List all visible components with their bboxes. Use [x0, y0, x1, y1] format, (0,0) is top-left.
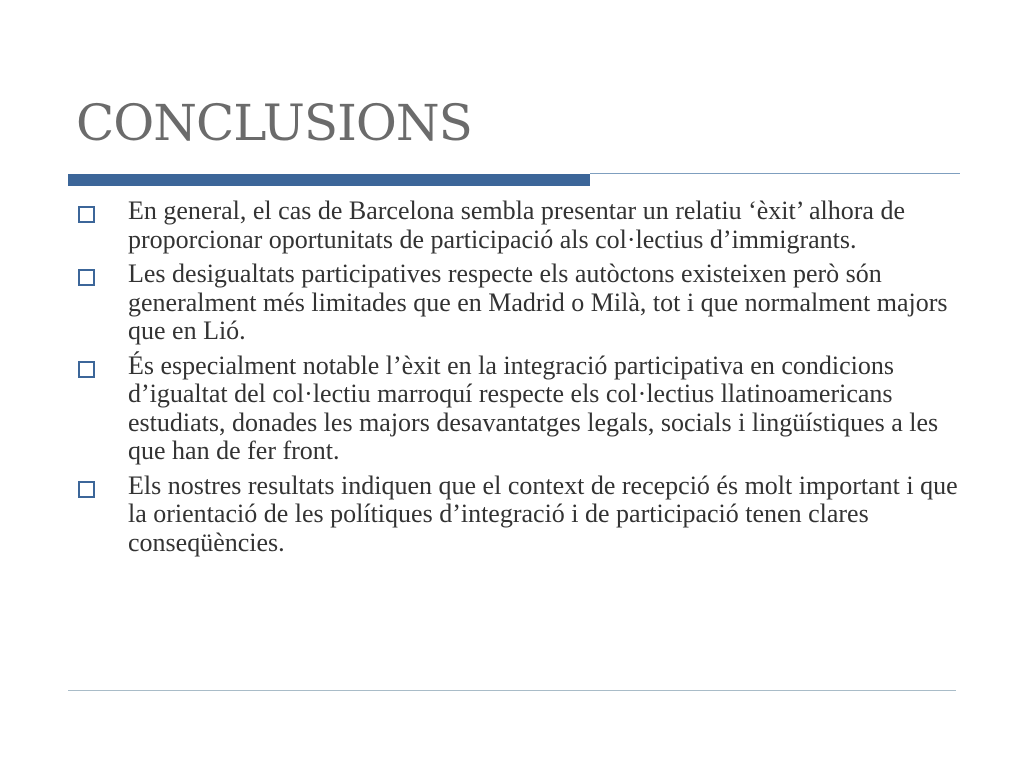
bullet-text: En general, el cas de Barcelona sembla presentar un relatiu ‘èxit’ alhora de proporcionar oportunitats de participació als col·lectius d’immigrants.	[128, 196, 905, 254]
bullet-item	[78, 352, 958, 466]
footer-divider	[68, 690, 956, 691]
bullet-item	[78, 197, 958, 254]
bullet-item	[78, 260, 958, 346]
bullet-text: És especialment notable l’èxit en la integració participativa en condicions d’igualtat del col·lectiu marroquí respecte els col·lectius llatinoamericans estudiats, donades les majors desavantatges legals, socials i lingüístiques a les que han de fer front.	[128, 350, 939, 465]
slide-title: CONCLUSIONS	[76, 94, 472, 152]
square-bullet-icon	[78, 481, 95, 498]
bullet-text: Les desigualtats participatives respecte els autòctons existeixen però són generalment més limitades que en Madrid o Milà, tot i que normalment majors que en Lió.	[128, 259, 948, 345]
square-bullet-icon	[78, 269, 95, 286]
title-underline-thin	[590, 173, 960, 174]
square-bullet-icon	[78, 206, 95, 223]
bullet-item	[78, 472, 958, 558]
bullet-text: Els nostres resultats indiquen que el context de recepció és molt important i que la orientació de les polítiques d’integració i de participació tenen clares conseqüències.	[128, 470, 958, 557]
title-underline-thick	[68, 174, 590, 186]
bullet-list	[78, 197, 958, 563]
square-bullet-icon	[78, 361, 95, 378]
